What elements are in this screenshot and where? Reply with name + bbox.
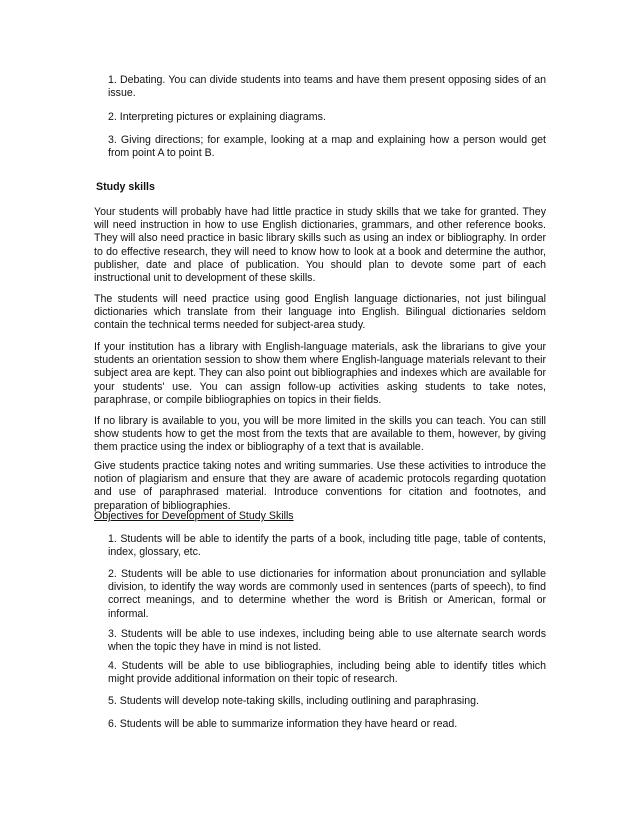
objective-item: 2. Students will be able to use dictionaries for information about pronunciation and syllable division, to identify the way words are commonly used in sentences (parts of speech), to find correct meanings, and to determine whether the word is British or American, formal or informal. <box>108 568 546 620</box>
objectives-title: Objectives for Development of Study Skills <box>94 510 294 522</box>
body-paragraph: Your students will probably have had little practice in study skills that we take for granted. They will need instruction in how to use English dictionaries, grammars, and other reference books. They will also need practice in basic library skills such as using an index or bibliography. In order to do effective research, they will need to know how to look at a book and determine the author, publisher, date and place of publication. You should plan to devote some part of each instructional unit to development of these skills. <box>94 206 546 285</box>
objective-item: 4. Students will be able to use bibliographies, including being able to identify titles which might provide additional information on their topic of research. <box>108 660 546 686</box>
list-item: 2. Interpreting pictures or explaining diagrams. <box>108 111 326 123</box>
section-heading: Study skills <box>96 181 155 193</box>
body-paragraph: Give students practice taking notes and writing summaries. Use these activities to introduce the notion of plagiarism and ensure that they are aware of academic protocols regarding quotation and use of paraphrased material. Introduce conventions for citation and footnotes, and preparation of bibliographies. <box>94 460 546 512</box>
objective-item: 6. Students will be able to summarize information they have heard or read. <box>108 718 458 730</box>
body-paragraph: The students will need practice using good English language dictionaries, not just bilingual dictionaries which translate from their language into English. Bilingual dictionaries seldom contain the technical terms needed for subject-area study. <box>94 293 546 332</box>
body-paragraph: If your institution has a library with English-language materials, ask the librarians to give your students an orientation session to show them where English-language materials relevant to their subject area are kept. They can also point out bibliographies and indexes which are available for your students' use. You can assign follow-up activities asking students to take notes, paraphrase, or compile bibliographies on topics in their fields. <box>94 341 546 406</box>
objective-item: 5. Students will develop note-taking skills, including outlining and paraphrasing. <box>108 695 480 707</box>
objective-item: 3. Students will be able to use indexes, including being able to use alternate search words when the topic they have in mind is not listed. <box>108 628 546 654</box>
list-item: 1. Debating. You can divide students into teams and have them present opposing sides of an issue. <box>108 74 546 100</box>
body-paragraph: If no library is available to you, you will be more limited in the skills you can teach. You can still show students how to get the most from the texts that are available to them, however, by giving them practice using the index or bibliography of a text that is available. <box>94 415 546 454</box>
objective-item: 1. Students will be able to identify the parts of a book, including title page, table of contents, index, glossary, etc. <box>108 533 546 559</box>
list-item: 3. Giving directions; for example, looking at a map and explaining how a person would get from point A to point B. <box>108 134 546 160</box>
